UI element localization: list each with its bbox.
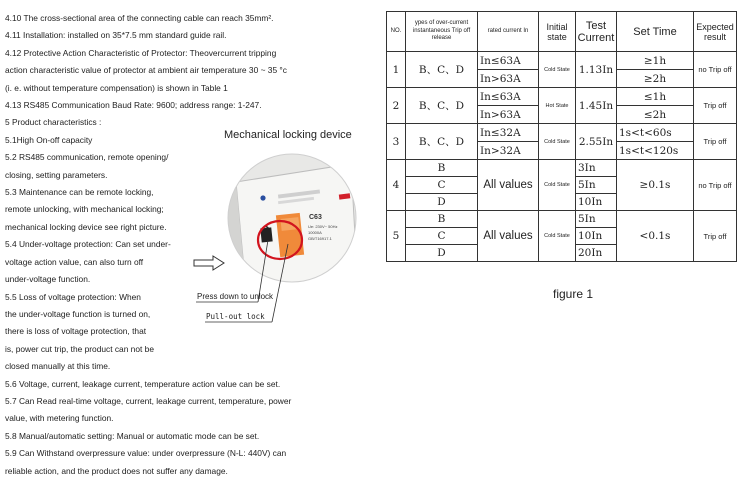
text-line: 5.8 Manual/automatic setting: Manual or automatic mode can be set.	[5, 430, 260, 441]
pull-lock-label: Pull-out lock	[206, 312, 265, 321]
row-type: B、C、D	[406, 88, 478, 124]
row-state: Cold State	[539, 52, 576, 88]
text-line: closing, setting parameters.	[5, 169, 108, 180]
row-no: 2	[387, 88, 406, 124]
row-test: 10In	[576, 194, 617, 211]
row-rated: All values	[478, 160, 539, 211]
header-rated: rated current In	[478, 12, 539, 52]
row-time: ≤2h	[617, 106, 694, 124]
press-unlock-label: Press down to unlock	[197, 292, 274, 301]
row-rated: In>63A	[478, 70, 539, 88]
row-no: 5	[387, 211, 406, 262]
text-line: is, power cut trip, the product can not be	[5, 343, 154, 354]
text-line: 5 Product characteristics :	[5, 117, 102, 128]
row-test: 1.13In	[576, 52, 617, 88]
row-type: C	[406, 228, 478, 245]
text-line: (i. e. without temperature compensation) is shown in Table 1	[5, 82, 228, 93]
table-header-row	[387, 12, 737, 52]
row-rated: In≤32A	[478, 124, 539, 142]
text-line: voltage action value, can also turn off	[5, 256, 144, 267]
row-test: 3In	[576, 160, 617, 177]
text-line: 4.13 RS485 Communication Baud Rate: 9600; address range: 1-247.	[5, 100, 262, 111]
row-test: 20In	[576, 245, 617, 262]
text-line: 4.11 Installation: installed on 35*7.5 mm standard guide rail.	[5, 30, 227, 41]
text-line: 5.3 Maintenance can be remote locking,	[5, 187, 154, 198]
table-row	[387, 160, 737, 177]
header-expected: Expected result	[694, 12, 737, 52]
row-type: D	[406, 245, 478, 262]
device-spec-label: 10000A	[308, 230, 322, 235]
row-type: B	[406, 160, 478, 177]
row-result: no Trip off	[694, 52, 737, 88]
row-test: 5In	[576, 211, 617, 228]
table-row	[387, 52, 737, 70]
row-result: Trip off	[694, 124, 737, 160]
table-row	[387, 124, 737, 142]
text-line: reliable action, and the product does not suffer any damage.	[5, 465, 228, 476]
header-types: ypes of over-current instantaneous Trip off release	[406, 12, 478, 52]
text-line: value, with metering function.	[5, 413, 114, 424]
row-type: B、C、D	[406, 52, 478, 88]
row-state: Hot State	[539, 88, 576, 124]
row-type: B	[406, 211, 478, 228]
row-test: 1.45In	[576, 88, 617, 124]
row-time: 1s<t<60s	[617, 124, 694, 142]
device-spec-label: Ue: 230V~ 50Hz	[308, 224, 338, 229]
row-test: 5In	[576, 177, 617, 194]
text-line: under-voltage function.	[5, 274, 91, 285]
device-spec-label: GB/T16917.1	[308, 236, 332, 241]
text-line: 5.7 Can Read real-time voltage, current, leakage current, temperature, power	[5, 395, 292, 406]
row-test: 2.55In	[576, 124, 617, 160]
figure-title: Mechanical locking device	[224, 129, 352, 141]
text-line: 5.9 Can Withstand overpressure value: under overpressure (N-L: 440V) can	[5, 448, 287, 459]
row-type: B、C、D	[406, 124, 478, 160]
table-row	[387, 88, 737, 106]
text-line: 5.1High On-off capacity	[5, 134, 93, 145]
trip-characteristic-table	[386, 11, 737, 262]
row-rated: In≤63A	[478, 88, 539, 106]
row-rated: In>63A	[478, 106, 539, 124]
text-line: 5.6 Voltage, current, leakage current, temperature action value can be set.	[5, 378, 281, 389]
row-rated: In≤63A	[478, 52, 539, 70]
row-type: C	[406, 177, 478, 194]
row-state: Cold State	[539, 160, 576, 211]
row-state: Cold State	[539, 124, 576, 160]
text-line: the under-voltage function is turned on,	[5, 308, 151, 319]
row-no: 4	[387, 160, 406, 211]
text-line: 5.4 Under-voltage protection: Can set under-	[5, 239, 171, 250]
text-line: mechanical locking device see right picture.	[5, 221, 167, 232]
text-line: closed manually at this time.	[5, 361, 111, 372]
row-no: 1	[387, 52, 406, 88]
header-test: Test Current	[576, 12, 617, 52]
text-line: action characteristic value of protector at ambient air temperature 30 ~ 35 °c	[5, 65, 287, 76]
row-time: ≥1h	[617, 52, 694, 70]
text-line: 5.2 RS485 communication, remote opening/	[5, 152, 169, 163]
row-result: Trip off	[694, 88, 737, 124]
row-rated: All values	[478, 211, 539, 262]
row-state: Cold State	[539, 211, 576, 262]
text-line: there is loss of voltage protection, that	[5, 326, 147, 337]
device-model-label: C63	[309, 214, 322, 221]
table-row	[387, 211, 737, 228]
row-time: ≤1h	[617, 88, 694, 106]
row-time: ≥0.1s	[617, 160, 694, 211]
header-set: Set Time	[617, 12, 694, 52]
header-no: NO.	[387, 12, 406, 52]
text-line: 4.12 Protective Action Characteristic of Protector: Theovercurrent tripping	[5, 47, 277, 58]
figure-caption: figure 1	[553, 287, 594, 301]
row-result: no Trip off	[694, 160, 737, 211]
row-type: D	[406, 194, 478, 211]
text-line: 5.5 Loss of voltage protection: When	[5, 291, 141, 302]
row-test: 10In	[576, 228, 617, 245]
text-line: remote unlocking, with mechanical locking;	[5, 204, 164, 215]
row-time: 1s<t<120s	[617, 142, 694, 160]
text-line: 4.10 The cross-sectional area of the connecting cable can reach 35mm².	[5, 13, 274, 23]
row-time: <0.1s	[617, 211, 694, 262]
row-rated: In>32A	[478, 142, 539, 160]
row-time: ≥2h	[617, 70, 694, 88]
header-initial: Initial state	[539, 12, 576, 52]
row-no: 3	[387, 124, 406, 160]
row-result: Trip off	[694, 211, 737, 262]
